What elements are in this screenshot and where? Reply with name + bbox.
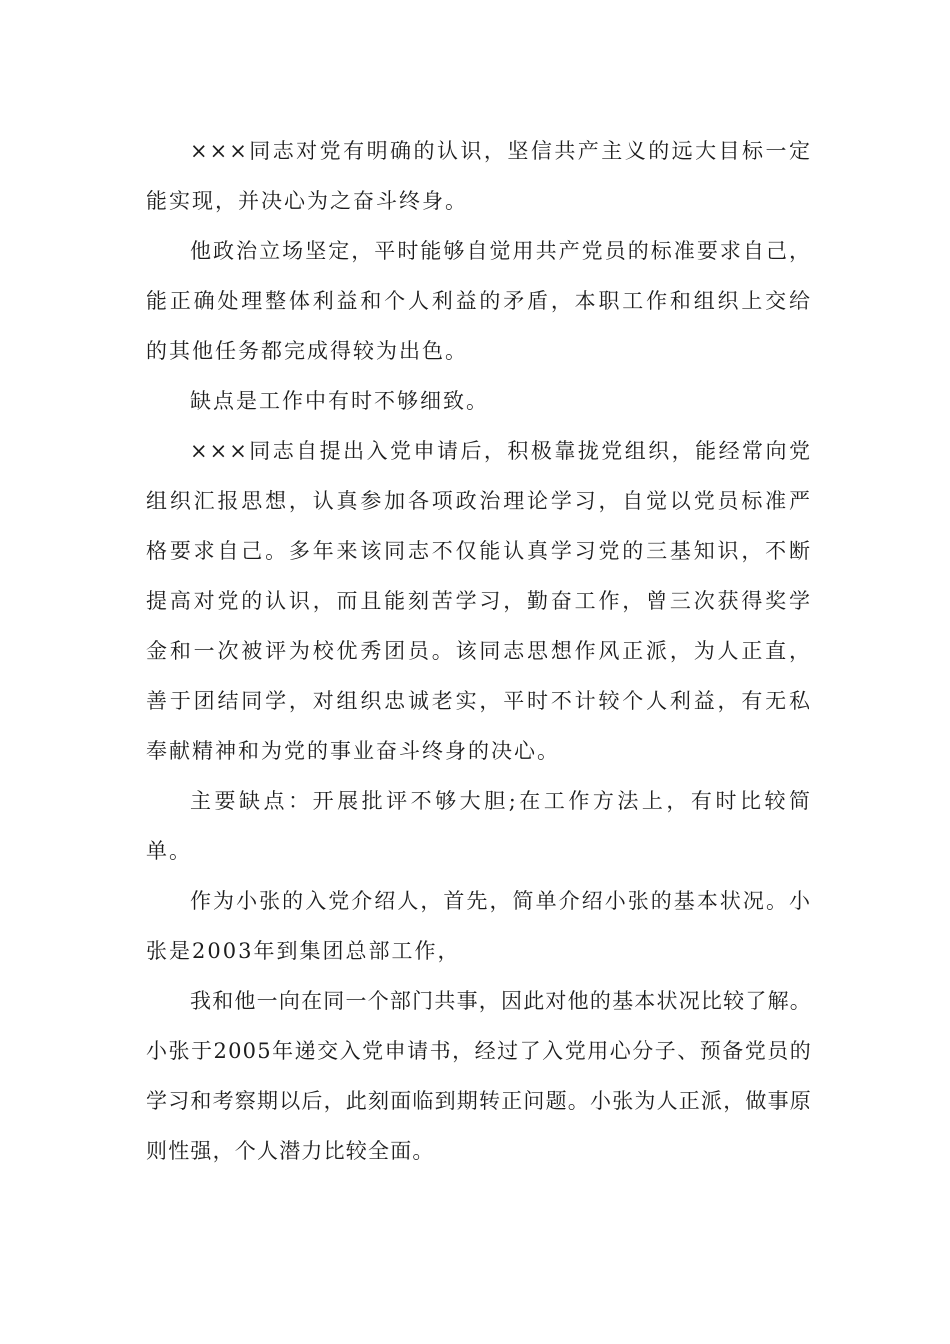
paragraph-2: 他政治立场坚定，平时能够自觉用共产党员的标准要求自己，能正确处理整体利益和个人利益的矛盾，本职工作和组织上交给的其他任务都完成得较为出色。 xyxy=(146,239,812,363)
paragraph-1: ×××同志对党有明确的认识，坚信共产主义的远大目标一定能实现，并决心为之奋斗终身。 xyxy=(146,139,812,213)
paragraph-7: 我和他一向在同一个部门共事，因此对他的基本状况比较了解。小张于2005年递交入党申请书，经过了入党用心分子、预备党员的学习和考察期以后，此刻面临到期转正问题。小张为人正派，做事原则性强，个人潜力比较全面。 xyxy=(146,989,812,1163)
document-body xyxy=(146,126,812,1176)
paragraph-3: 缺点是工作中有时不够细致。 xyxy=(190,389,489,413)
paragraph-4: ×××同志自提出入党申请后，积极靠拢党组织，能经常向党组织汇报思想，认真参加各项政治理论学习，自觉以党员标准严格要求自己。多年来该同志不仅能认真学习党的三基知识，不断提高对党的认识，而且能刻苦学习，勤奋工作，曾三次获得奖学金和一次被评为校优秀团员。该同志思想作风正派，为人正直，善于团结同学，对组织忠诚老实，平时不计较个人利益，有无私奉献精神和为党的事业奋斗终身的决心。 xyxy=(146,439,812,763)
paragraph-6: 作为小张的入党介绍人，首先，简单介绍小张的基本状况。小张是2003年到集团总部工作， xyxy=(146,889,812,963)
paragraph-5: 主要缺点：开展批评不够大胆;在工作方法上，有时比较简单。 xyxy=(146,789,812,863)
